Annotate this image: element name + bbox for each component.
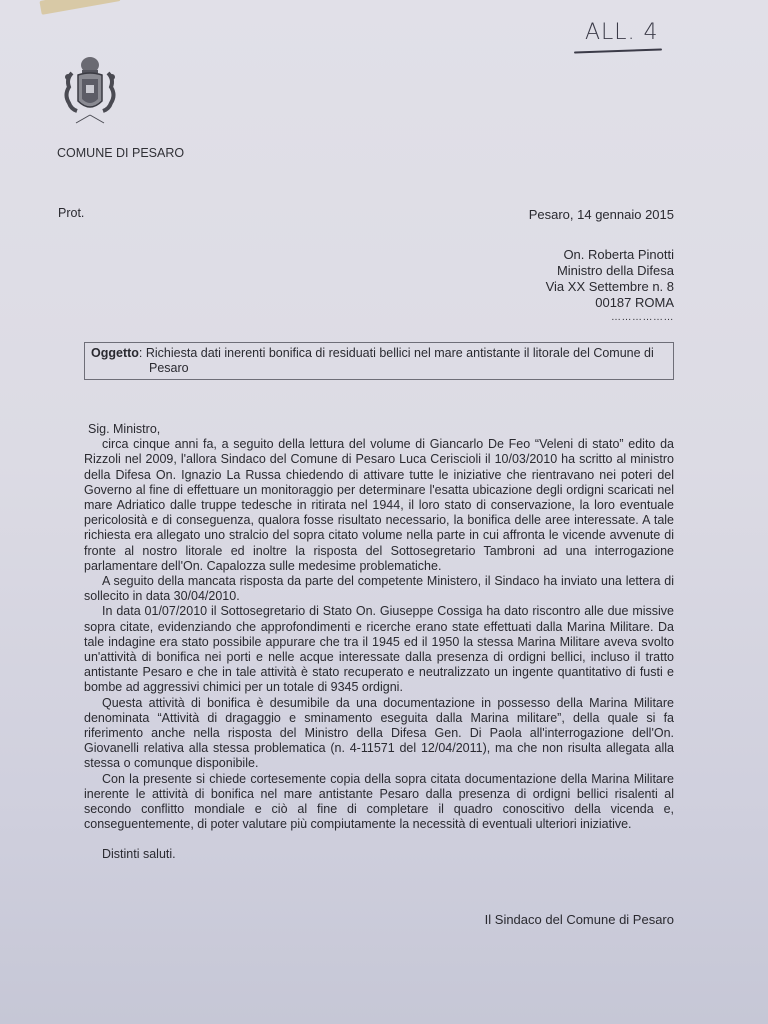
signature-line: Il Sindaco del Comune di Pesaro bbox=[484, 912, 674, 928]
handwritten-annotation: ALL. 4 bbox=[585, 20, 659, 45]
subject-text-line2: Pesaro bbox=[149, 361, 189, 375]
salutation: Sig. Ministro, bbox=[88, 422, 161, 436]
handwritten-underline bbox=[574, 48, 662, 53]
recipient-block bbox=[546, 247, 674, 325]
paragraph: A seguito della mancata risposta da parte del competente Ministero, il Sindaco ha inviato una lettera di sollecito in data 30/04/2010. bbox=[84, 574, 674, 604]
subject-box bbox=[84, 342, 674, 380]
place-date: Pesaro, 14 gennaio 2015 bbox=[528, 207, 674, 222]
recipient-city: 00187 ROMA bbox=[595, 295, 674, 310]
recipient-name: On. Roberta Pinotti bbox=[563, 247, 674, 262]
recipient-dots: ……………… bbox=[611, 312, 674, 323]
paper-corner-tab bbox=[39, 0, 120, 15]
paragraph: Questa attività di bonifica è desumibile da una documentazione in possesso della Marina Militare denominata “Attività di dragaggio e sminamento eseguita dalla Marina militare”, della quale si fa riferimento anche nella risposta del Ministro della Difesa Gen. Di Paola all'interrogazione dell'On. Giovanelli relativa alla stessa problematica (n. 4-11571 del 12/04/2011), ma che non risulta allegata alla stessa o comunque disponibile. bbox=[84, 695, 674, 771]
paragraph: In data 01/07/2010 il Sottosegretario di Stato On. Giuseppe Cossiga ha dato riscontro alle due missive sopra citate, evidenziando che approfondimenti e ricerche erano state effettuati dalla Marina Militare. Da tale indagine era stato possibile appurare che tra il 1945 ed il 1950 la stessa Marina Militare aveva svolto un'attività di bonifica nei porti e nelle acque interessate dalla presenza di ordigni bellici, incluso il tratto antistante Pesaro e che in tale attività è stato recuperato e neutralizzato un ingente quantitativo di fusti e bombe ad aggressivi chimici per un totale di 9345 ordigni. bbox=[84, 604, 674, 695]
organization-name: COMUNE DI PESARO bbox=[57, 146, 185, 160]
recipient-title: Ministro della Difesa bbox=[556, 263, 674, 278]
recipient-address: Via XX Settembre n. 8 bbox=[545, 279, 674, 294]
subject-label: Oggetto bbox=[91, 346, 139, 360]
closing: Distinti saluti. bbox=[102, 847, 176, 862]
paragraph: Con la presente si chiede cortesemente copia della sopra citata documentazione della Marina Militare inerente le attività di bonifica nel mare antistante Pesaro dalla presenza di ordigni bellici risalenti al secondo conflitto mondiale e ciò al fine di completare il quadro conoscitivo della vicenda e, conseguentemente, di poter valutare più compiutamente la necessità di eventuali ulteriori iniziative. bbox=[84, 771, 674, 832]
letter-main bbox=[84, 342, 674, 928]
subject-text-line1: : Richiesta dati inerenti bonifica di residuati bellici nel mare antistante il litorale del Comune di bbox=[138, 346, 654, 360]
paragraph: circa cinque anni fa, a seguito della lettura del volume di Giancarlo De Feo “Veleni di stato” edito da Rizzoli nel 2009, l'allora Sindaco del Comune di Pesaro Luca Ceriscioli il 10/03/2010 ha scritto al ministro della Difesa On. Ignazio La Russa chiedendo di attivare tutte le iniziative che rientravano nei poteri del Governo al fine di effettuare un monitoraggio per determinare l'esatta ubicazione degli ordigni scaricati nel mare Adriatico dalle truppe tedesche in ritirata nel 1944, il loro stato di conservazione, la loro eventuale pericolosità e di conseguenza, qualora fosse risultato necessario, la bonifica delle aree interessate. A tale richiesta era allegato uno stralcio del sopra citato volume nella parte in cui affronta le vicende avvenute di fronte al nostro litorale ed inoltre la risposta del Sottosegretario Tambroni ad una interrogazione parlamentare dell'On. Capalozza sulle medesime problematiche. bbox=[84, 437, 674, 573]
coat-of-arms-icon bbox=[58, 55, 122, 130]
letter-body bbox=[84, 422, 674, 832]
protocol-label: Prot. bbox=[58, 206, 85, 220]
